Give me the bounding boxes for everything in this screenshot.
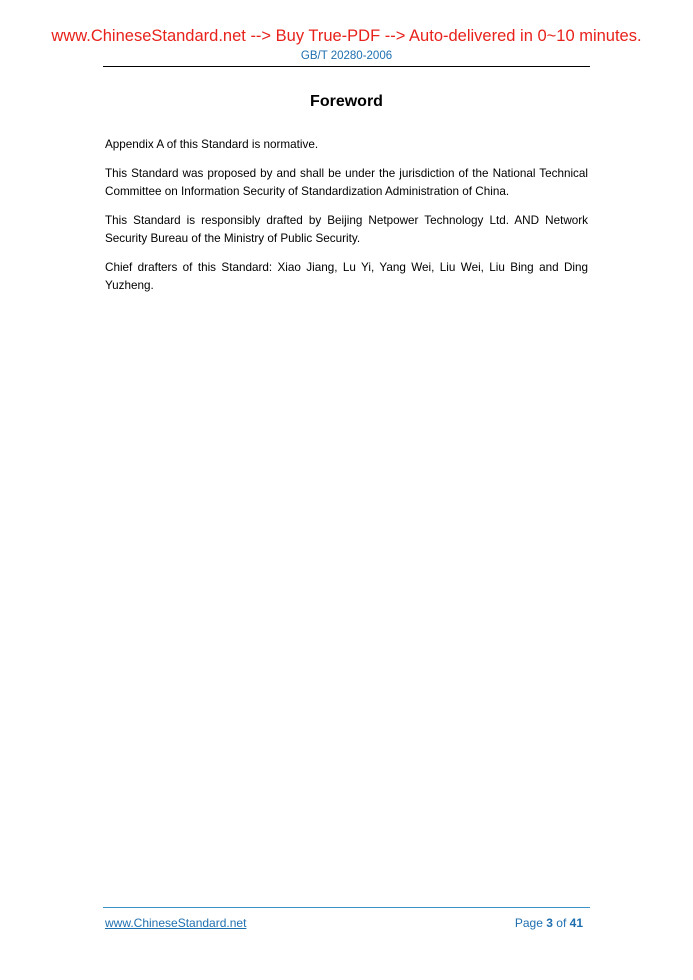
paragraph-chief-drafters: Chief drafters of this Standard: Xiao Jiang, Lu Yi, Yang Wei, Liu Wei, Liu Bing and Ding Yuzheng.: [105, 261, 588, 292]
page-total: 41: [569, 916, 583, 930]
standard-code: GB/T 20280-2006: [300, 50, 393, 62]
page-label: Page: [514, 916, 543, 930]
paragraph-proposal: This Standard was proposed by and shall be under the jurisdiction of the National Technical Committee on Information Security of Standardization Administration of China.: [105, 167, 588, 198]
footer-website-link[interactable]: www.ChineseStandard.net: [105, 916, 247, 930]
page-of: of: [556, 916, 567, 930]
paragraph-drafted-by: This Standard is responsibly drafted by Beijing Netpower Technology Ltd. AND Network Security Bureau of the Ministry of Public Security.: [105, 214, 588, 245]
page-number: [515, 916, 583, 930]
header-divider: [103, 66, 590, 67]
page-title: Foreword: [310, 93, 383, 110]
footer-divider: [103, 907, 590, 908]
paragraph-appendix: Appendix A of this Standard is normative.: [105, 138, 319, 151]
top-banner[interactable]: www.ChineseStandard.net --> Buy True-PDF --> Auto-delivered in 0~10 minutes.: [51, 27, 642, 45]
page-current: 3: [546, 916, 553, 930]
foreword-body: [105, 136, 588, 306]
